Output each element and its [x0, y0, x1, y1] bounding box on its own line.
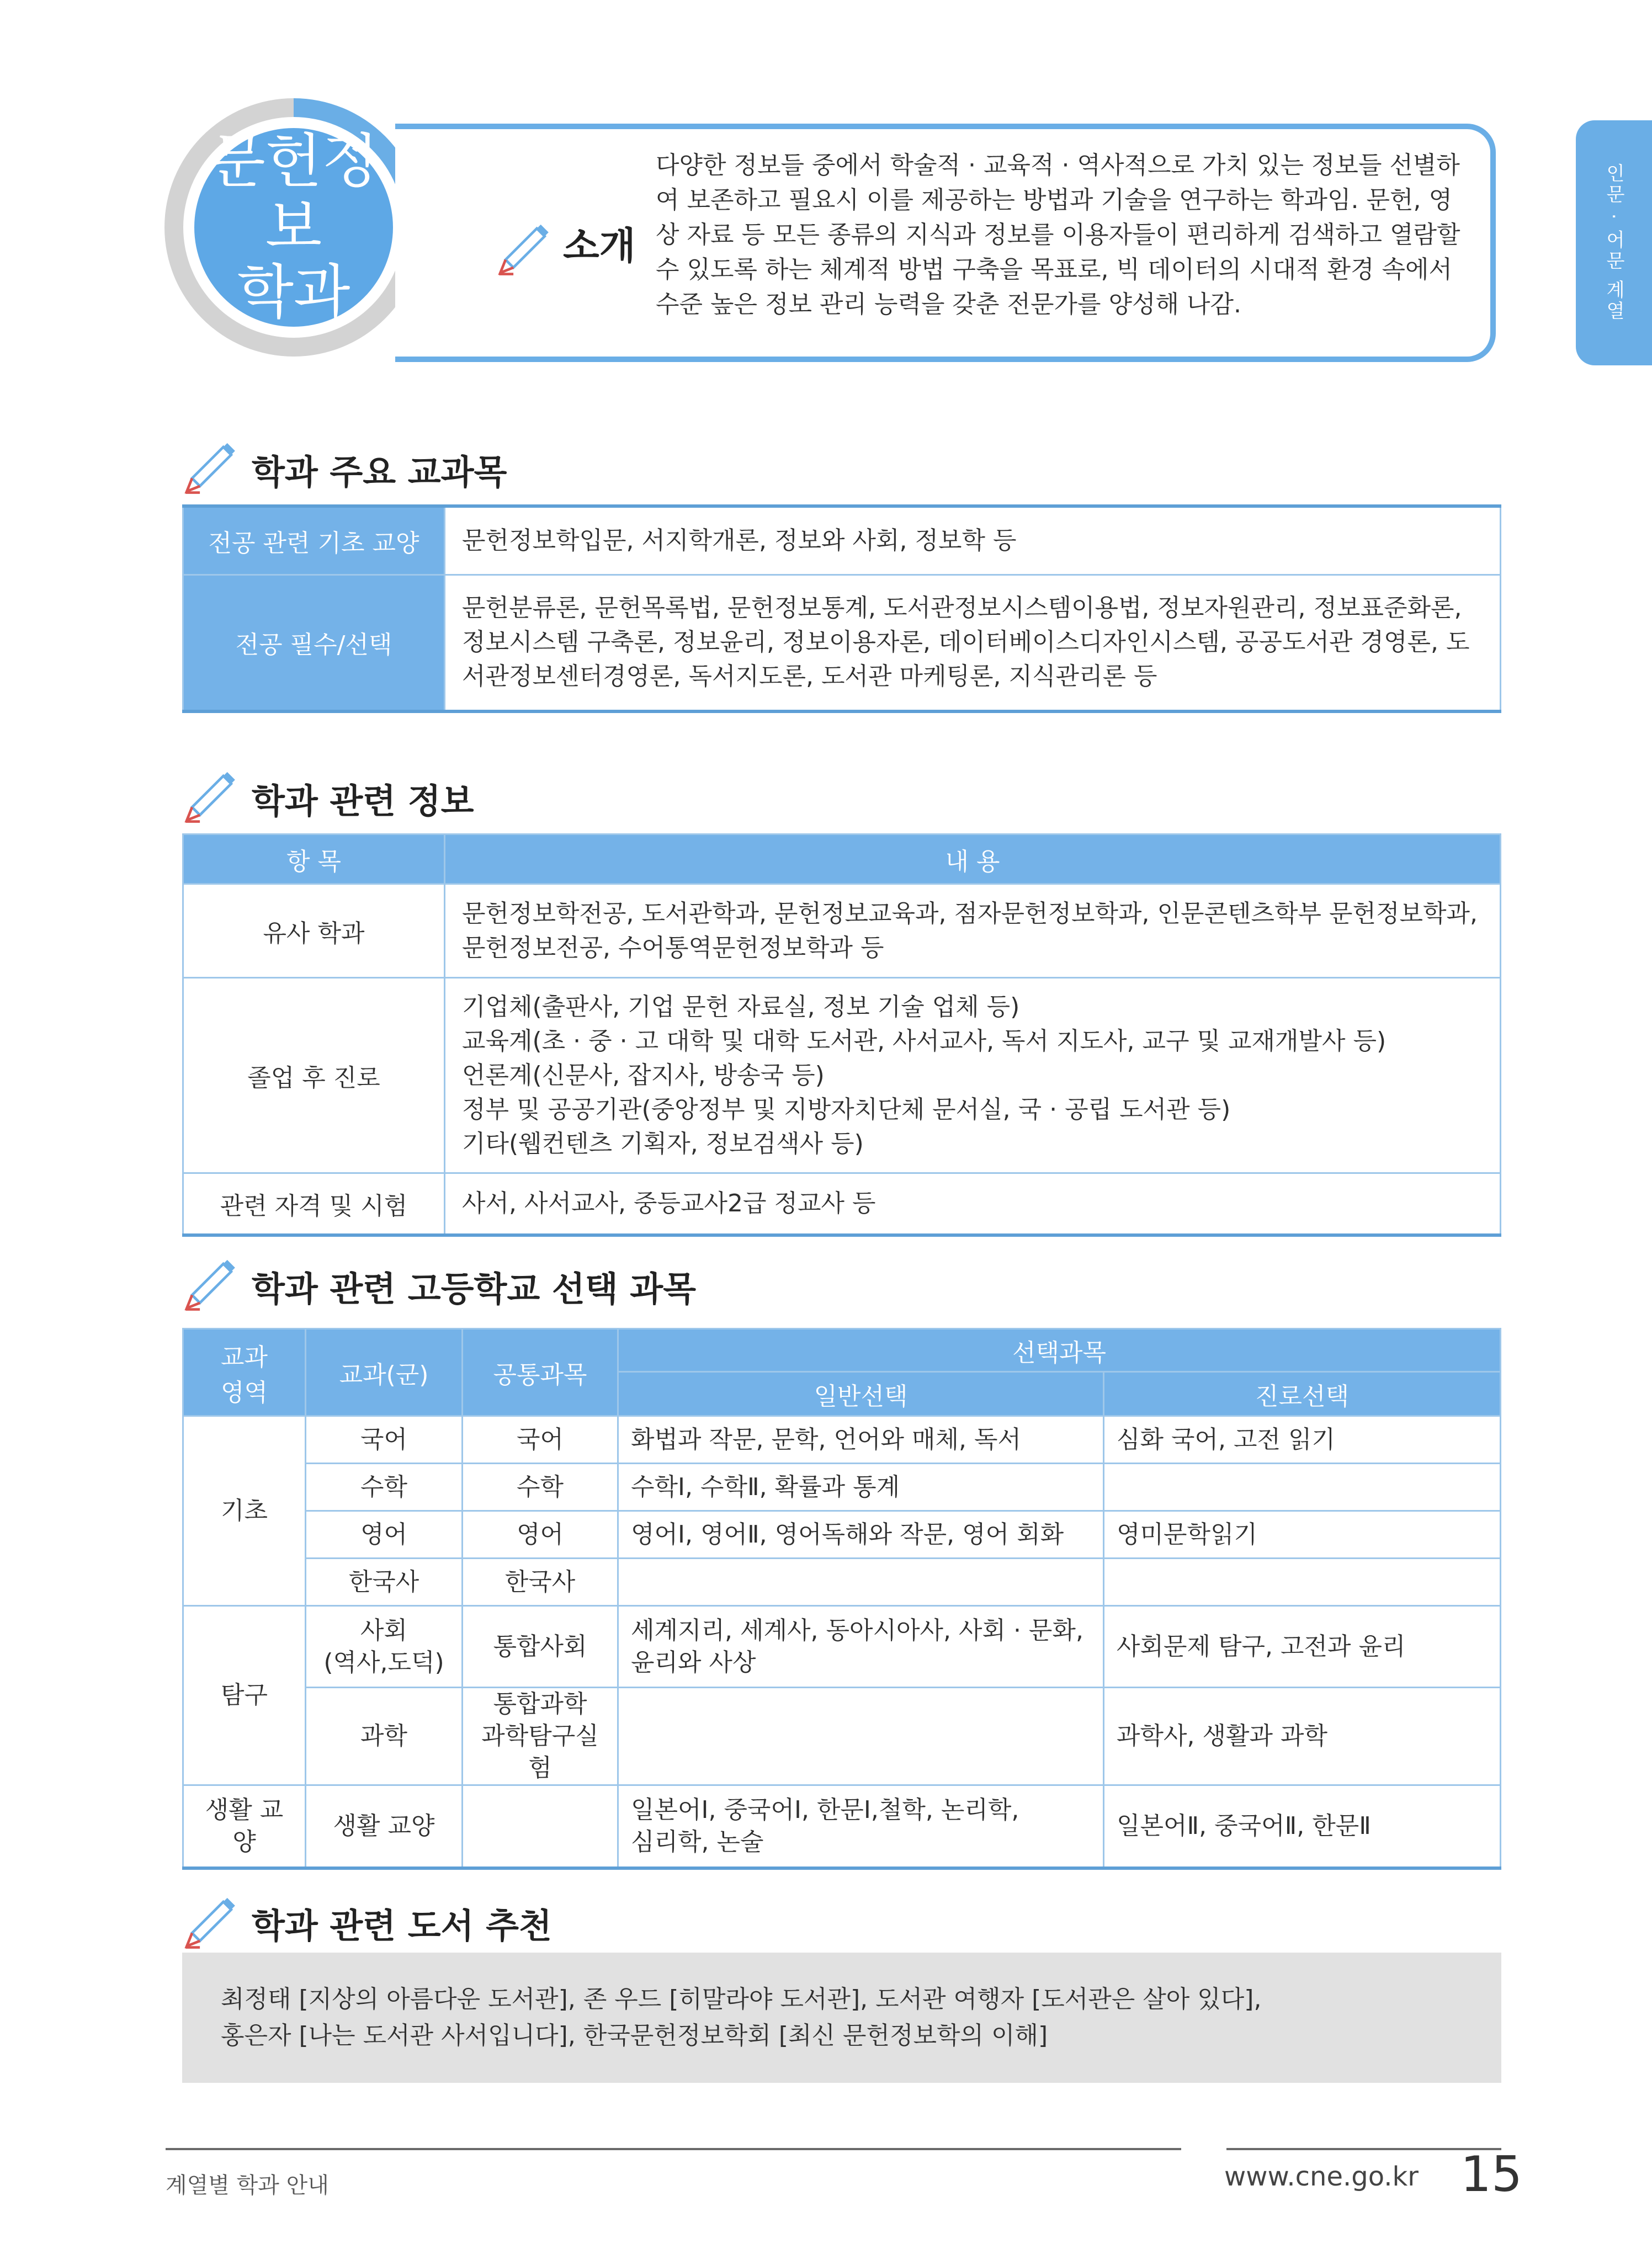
- hs-career: 과학사, 생활과 과학: [1104, 1688, 1501, 1785]
- category-side-tab: [1576, 120, 1652, 365]
- hs-general-line: 윤리와 사상: [631, 1648, 756, 1677]
- hs-general: [618, 1606, 1104, 1688]
- table-row: [183, 978, 1501, 1173]
- section-title-books: 학과 관련 도서 추천: [252, 1906, 552, 1946]
- hs-common: 한국사: [463, 1559, 618, 1606]
- info-content-license: 사서, 사서교사, 중등교사2급 정교사 등: [445, 1173, 1501, 1235]
- hs-group-line: (역사,도덕): [323, 1648, 444, 1677]
- hs-header-subject-group: 교과(군): [306, 1329, 463, 1416]
- info-line: 문헌정보학전공, 도서관학과, 문헌정보교육과, 점자문헌정보학과, 인문콘텐츠학부 문헌정보학과,: [462, 899, 1478, 928]
- book-line: 홍은자 [나는 도서관 사서입니다], 한국문헌정보학회 [최신 문헌정보학의 이해]: [221, 2022, 1048, 2050]
- hs-general-line: 심리학, 논술: [631, 1827, 764, 1856]
- info-line: 문헌정보전공, 수어통역문헌정보학과 등: [462, 933, 884, 962]
- section-title-highschool: 학과 관련 고등학교 선택 과목: [252, 1269, 697, 1309]
- hs-career: 사회문제 탐구, 고전과 윤리: [1104, 1606, 1501, 1688]
- table-row: [183, 884, 1501, 978]
- info-header-item: 항 목: [183, 834, 445, 884]
- hs-general: [618, 1688, 1104, 1785]
- hs-header-area: [183, 1329, 306, 1416]
- courses-label-major: 전공 필수/선택: [183, 575, 445, 711]
- hs-common-line: 과학탐구실험: [481, 1722, 599, 1782]
- hs-career: [1104, 1464, 1501, 1511]
- table-row: [183, 1416, 1501, 1464]
- department-title-line2: 학과: [237, 258, 350, 327]
- info-label-career: 졸업 후 진로: [183, 978, 445, 1173]
- hs-header-elective: 선택과목: [618, 1329, 1501, 1372]
- hs-career: [1104, 1559, 1501, 1606]
- hs-career: 영미문학읽기: [1104, 1511, 1501, 1559]
- pencil-icon: [178, 1249, 243, 1315]
- table-row: [183, 575, 1501, 711]
- hs-group: 한국사: [306, 1559, 463, 1606]
- table-header-row: [183, 834, 1501, 884]
- hs-group: 과학: [306, 1688, 463, 1785]
- courses-label-basic: 전공 관련 기초 교양: [183, 506, 445, 575]
- department-title-badge: [194, 128, 393, 327]
- category-side-tab-label: 인문 · 어문 계열: [1602, 163, 1625, 322]
- info-content-similar: [445, 884, 1501, 978]
- hs-career: 심화 국어, 고전 읽기: [1104, 1416, 1501, 1464]
- info-header-content: 내 용: [445, 834, 1501, 884]
- section-title-info: 학과 관련 정보: [252, 781, 474, 821]
- hs-general-line: 일본어Ⅰ, 중국어Ⅰ, 한문Ⅰ,철학, 논리학,: [631, 1795, 1019, 1824]
- hs-career: 일본어Ⅱ, 중국어Ⅱ, 한문Ⅱ: [1104, 1785, 1501, 1868]
- hs-common-line: 통합과학: [493, 1690, 587, 1718]
- courses-table: [182, 504, 1501, 713]
- hs-group: 영어: [306, 1511, 463, 1559]
- info-line: 정부 및 공공기관(중앙정부 및 지방자치단체 문서실, 국 · 공립 도서관 등): [462, 1095, 1231, 1124]
- info-line: 기업체(출판사, 기업 문헌 자료실, 정보 기술 업체 등): [462, 992, 1020, 1021]
- info-line: 언론계(신문사, 잡지사, 방송국 등): [462, 1061, 825, 1089]
- hs-common: 국어: [463, 1416, 618, 1464]
- hs-area-life: 생활 교양: [183, 1785, 306, 1868]
- info-line: 교육계(초 · 중 · 고 대학 및 대학 도서관, 사서교사, 독서 지도사, 교구 및 교재개발사 등): [462, 1027, 1387, 1055]
- book-line: 최정태 [지상의 아름다운 도서관], 존 우드 [히말라야 도서관], 도서관 여행자 [도서관은 살아 있다],: [221, 1985, 1262, 2013]
- table-row: [183, 1464, 1501, 1511]
- table-header-row: [183, 1329, 1501, 1372]
- hs-header-area-line2: 영역: [220, 1378, 268, 1407]
- courses-content-major: 문헌분류론, 문헌목록법, 문헌정보통계, 도서관정보시스템이용법, 정보자원관리, 정보표준화론, 정보시스템 구축론, 정보윤리, 정보이용자론, 데이터베이스디자인시스템, 공공도서관 경영론, 도서관정보센터경영론, 독서지도론, 도서관 마케팅론, 지식관리론 등: [445, 575, 1501, 711]
- hs-group: 수학: [306, 1464, 463, 1511]
- hs-general: 수학Ⅰ, 수학Ⅱ, 확률과 통계: [618, 1464, 1104, 1511]
- table-row: [183, 1606, 1501, 1688]
- hs-area-basic: 기초: [183, 1416, 306, 1606]
- info-content-career: [445, 978, 1501, 1173]
- table-row: [183, 1785, 1501, 1868]
- hs-common: [463, 1688, 618, 1785]
- department-title-line1: 문헌정보: [209, 127, 379, 261]
- table-row: [183, 1173, 1501, 1235]
- pencil-icon: [178, 433, 243, 498]
- book-recommend-text: [221, 1981, 1479, 2054]
- footer-url[interactable]: www.cne.go.kr: [1224, 2161, 1419, 2192]
- pencil-icon: [491, 214, 556, 279]
- section-title-courses: 학과 주요 교과목: [252, 452, 507, 492]
- table-row: [183, 1688, 1501, 1785]
- hs-general: [618, 1559, 1104, 1606]
- hs-header-career: 진로선택: [1104, 1372, 1501, 1416]
- hs-general: 화법과 작문, 문학, 언어와 매체, 독서: [618, 1416, 1104, 1464]
- hs-area-inquiry: 탐구: [183, 1606, 306, 1785]
- info-label-license: 관련 자격 및 시험: [183, 1173, 445, 1235]
- hs-common: 영어: [463, 1511, 618, 1559]
- info-label-similar: 유사 학과: [183, 884, 445, 978]
- hs-group-line: 사회: [360, 1616, 407, 1645]
- pencil-icon: [178, 762, 243, 827]
- intro-text: 다양한 정보들 중에서 학술적 · 교육적 · 역사적으로 가치 있는 정보들 선별하여 보존하고 필요시 이를 제공하는 방법과 기술을 연구하는 학과임. 문헌, 영상 자료 등 모든 종류의 지식과 정보를 이용자들이 편리하게 검색하고 열람할 수 있도록 하는 체계적 방법 구축을 목표로, 빅 데이터의 시대적 환경 속에서 수준 높은 정보 관리 능력을 갖춘 전문가를 양성해 나감.: [656, 151, 1460, 318]
- hs-header-area-line1: 교과: [220, 1343, 268, 1371]
- hs-general: [618, 1785, 1104, 1868]
- intro-label: 소개: [563, 225, 636, 268]
- hs-common: 통합사회: [463, 1606, 618, 1688]
- hs-common: 수학: [463, 1464, 618, 1511]
- hs-general: 영어Ⅰ, 영어Ⅱ, 영어독해와 작문, 영어 회화: [618, 1511, 1104, 1559]
- hs-header-general: 일반선택: [618, 1372, 1104, 1416]
- info-line: 기타(웹컨텐츠 기획자, 정보검색사 등): [462, 1129, 864, 1158]
- page-number: 15: [1460, 2146, 1522, 2203]
- hs-general-line: 세계지리, 세계사, 동아시아사, 사회 · 문화,: [631, 1616, 1083, 1645]
- hs-common: [463, 1785, 618, 1868]
- table-row: [183, 506, 1501, 575]
- table-row: [183, 1559, 1501, 1606]
- courses-content-basic: 문헌정보학입문, 서지학개론, 정보와 사회, 정보학 등: [445, 506, 1501, 575]
- table-row: [183, 1511, 1501, 1559]
- footer-divider: [166, 2148, 1181, 2150]
- hs-group: [306, 1606, 463, 1688]
- hs-group: 국어: [306, 1416, 463, 1464]
- footer-section-name: 계열별 학과 안내: [166, 2173, 329, 2198]
- hs-group: 생활 교양: [306, 1785, 463, 1868]
- info-table: [182, 833, 1501, 1237]
- hs-header-common: 공통과목: [463, 1329, 618, 1416]
- pencil-icon: [178, 1887, 243, 1953]
- highschool-table: [182, 1328, 1501, 1870]
